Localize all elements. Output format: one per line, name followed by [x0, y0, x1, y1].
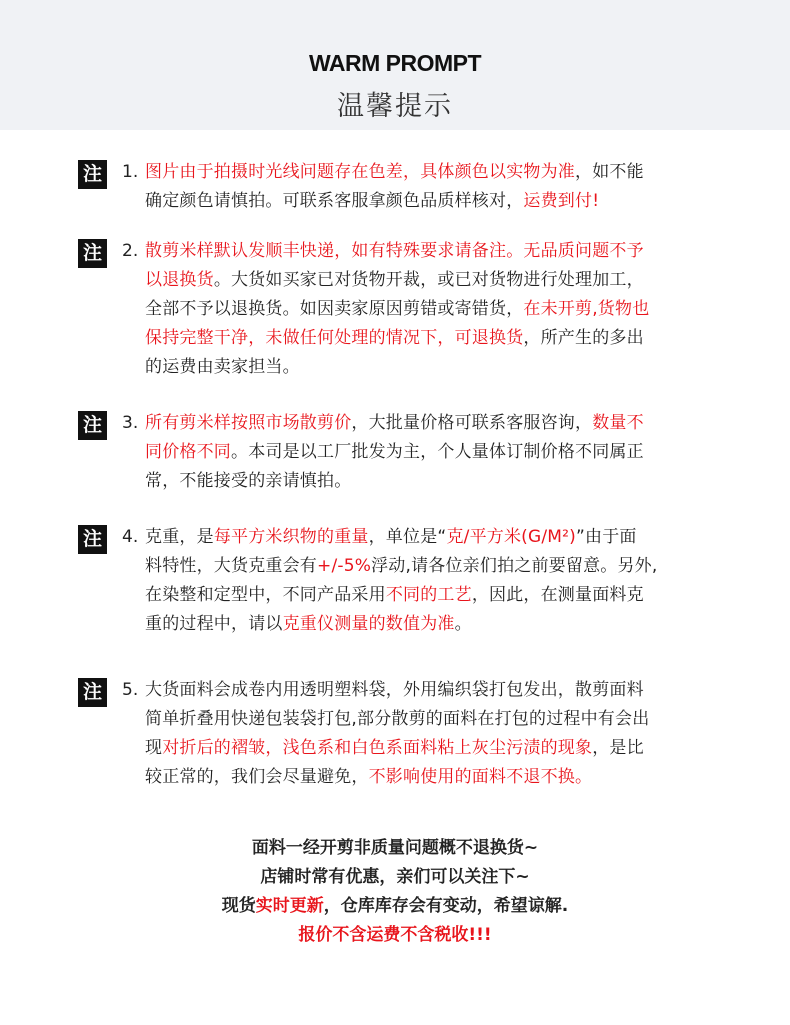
- highlight-text: 实时更新: [255, 896, 324, 916]
- highlight-text: 报价不含运费不含税收!!!: [298, 925, 492, 945]
- text-line: [145, 676, 725, 705]
- text-line: [0, 921, 790, 950]
- plain-text: ，仓库库存会有变动，希望谅解.: [323, 896, 569, 916]
- highlight-text: 在未开剪,货物也: [523, 299, 650, 319]
- plain-text: ，大批量价格可联系客服咨询，: [351, 413, 593, 433]
- plain-text: 克重，是: [145, 527, 214, 547]
- highlight-text: 不同的工艺: [385, 585, 472, 605]
- plain-text: 。本司是以工厂批发为主，个人量体订制价格不同属正: [231, 442, 644, 462]
- plain-text: ，是比: [592, 738, 644, 758]
- text-line: [145, 734, 725, 763]
- plain-text: ，单位是“: [368, 527, 447, 547]
- plain-text: 简单折叠用快递包装袋打包,部分散剪的面料在打包的过程中有会出: [145, 709, 650, 729]
- plain-text: 确定颜色请慎拍。可联系客服拿颜色品质样核对，: [145, 191, 524, 211]
- text-line: [145, 266, 725, 295]
- text-line: [145, 610, 725, 639]
- note-number: 3.: [122, 413, 139, 433]
- header-title-en: WARM PROMPT: [308, 50, 482, 76]
- text-line: [145, 295, 725, 324]
- note-text: [145, 158, 725, 216]
- note-number: 5.: [122, 680, 139, 700]
- plain-text: 在染整和定型中，不同产品采用: [145, 585, 386, 605]
- text-line: [145, 438, 725, 467]
- highlight-text: 图片由于拍摄时光线问题存在色差，具体颜色以实物为准: [145, 162, 575, 182]
- plain-text: ，因此，在测量面料克: [471, 585, 644, 605]
- highlight-text: 散剪米样默认发顺丰快递，如有特殊要求请备注。无品质问题不予: [145, 241, 644, 261]
- text-line: [145, 237, 725, 266]
- text-line: [0, 834, 790, 863]
- highlight-text: 所有剪米样按照市场散剪价: [145, 413, 352, 433]
- note-text: [145, 676, 725, 792]
- plain-text: 重的过程中，请以: [145, 614, 283, 634]
- highlight-text: 同价格不同: [145, 442, 231, 462]
- plain-text: 料特性，大货克重会有: [145, 556, 317, 576]
- plain-text: 现: [145, 738, 163, 758]
- text-line: [145, 187, 725, 216]
- note-badge: 注: [78, 525, 107, 554]
- plain-text: 店铺时常有优惠，亲们可以关注下~: [260, 867, 530, 887]
- highlight-text: 克重仪测量的数值为准: [282, 614, 455, 634]
- plain-text: 全部不予以退换货。如因卖家原因剪错或寄错货，: [145, 299, 524, 319]
- plain-text: 大货面料会成卷内用透明塑料袋，外用编织袋打包发出，散剪面料: [145, 680, 644, 700]
- plain-text: 面料一经开剪非质量问题概不退换货~: [251, 838, 539, 858]
- note-badge: 注: [78, 678, 107, 707]
- note-text: [145, 409, 725, 496]
- text-line: [145, 409, 725, 438]
- text-line: [145, 763, 725, 792]
- text-line: [145, 581, 725, 610]
- text-line: [0, 863, 790, 892]
- footer-notice: [0, 834, 790, 950]
- plain-text: ，如不能: [575, 162, 644, 182]
- highlight-text: 数量不: [592, 413, 644, 433]
- plain-text: 的运费由卖家担当。: [145, 357, 300, 377]
- highlight-text: 保持完整干净，未做任何处理的情况下，可退换货: [145, 328, 524, 348]
- plain-text: 浮动,请各位亲们拍之前要留意。另外,: [371, 556, 658, 576]
- highlight-text: 运费到付!: [523, 191, 600, 211]
- plain-text: 。大货如买家已对货物开裁，或已对货物进行处理加工，: [213, 270, 644, 290]
- plain-text: 。: [454, 614, 472, 634]
- plain-text: ，所产生的多出: [523, 328, 644, 348]
- note-badge: 注: [78, 160, 107, 189]
- plain-text: ”由于面: [576, 527, 637, 547]
- note-badge: 注: [78, 239, 107, 268]
- header-title-zh: 温馨提示: [337, 91, 453, 122]
- highlight-text: 克/平方米(G/M²): [446, 527, 577, 547]
- note-number: 2.: [122, 241, 139, 261]
- note-number: 4.: [122, 527, 139, 547]
- plain-text: 现货: [221, 896, 256, 916]
- text-line: [145, 324, 725, 353]
- highlight-text: 对折后的褶皱，浅色系和白色系面料粘上灰尘污渍的现象: [162, 738, 593, 758]
- text-line: [145, 705, 725, 734]
- highlight-text: +/-5%: [317, 556, 372, 576]
- text-line: [145, 158, 725, 187]
- note-number: 1.: [122, 162, 139, 182]
- text-line: [145, 523, 725, 552]
- plain-text: 常，不能接受的亲请慎拍。: [145, 471, 352, 491]
- highlight-text: 不影响使用的面料不退不换。: [368, 767, 593, 787]
- header-banner: [0, 0, 790, 130]
- text-line: [145, 467, 725, 496]
- plain-text: 较正常的，我们会尽量避免，: [145, 767, 369, 787]
- text-line: [145, 552, 725, 581]
- text-line: [0, 892, 790, 921]
- note-badge: 注: [78, 411, 107, 440]
- text-line: [145, 353, 725, 382]
- highlight-text: 每平方米织物的重量: [213, 527, 369, 547]
- highlight-text: 以退换货: [145, 270, 214, 290]
- note-text: [145, 237, 725, 382]
- note-text: [145, 523, 725, 639]
